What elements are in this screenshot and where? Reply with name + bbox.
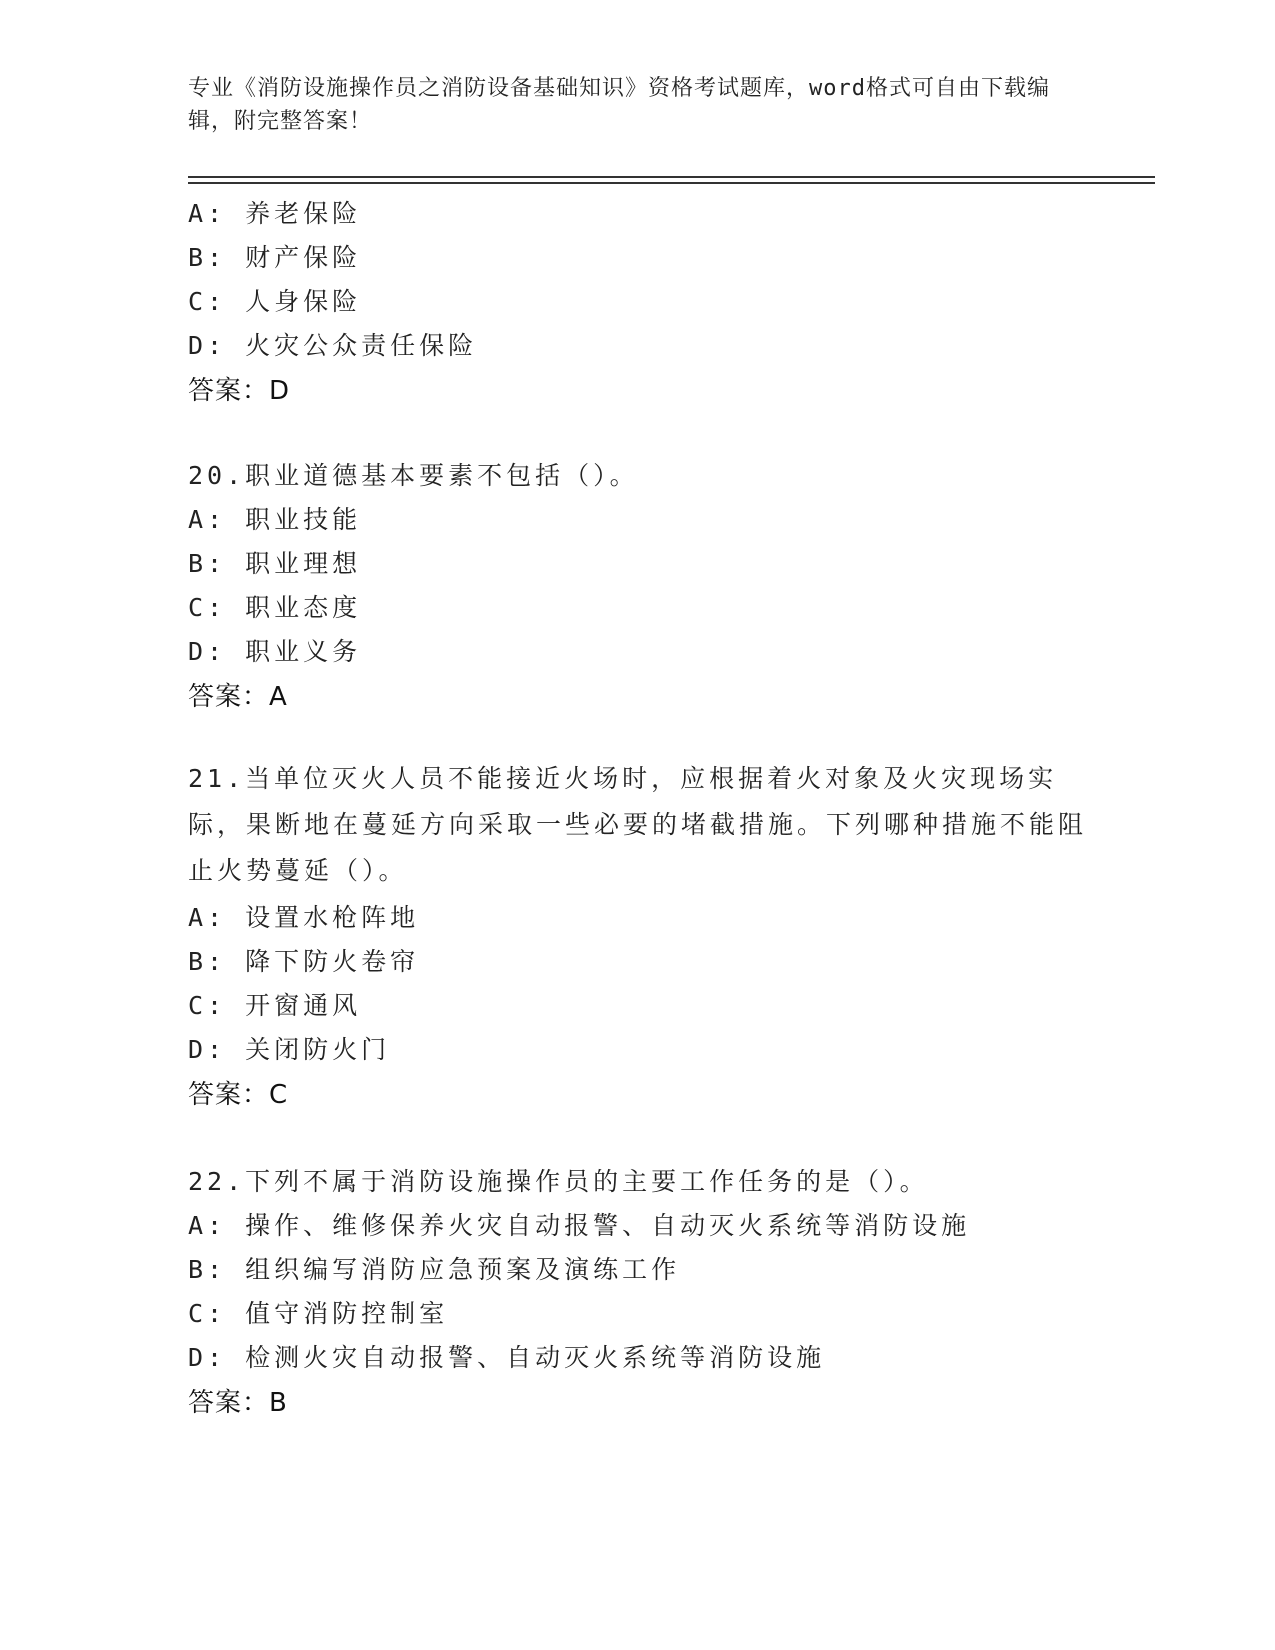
q22-option-d: D: 检测火灾自动报警、自动灭火系统等消防设施	[188, 1343, 826, 1372]
q22-option-b: B: 组织编写消防应急预案及演练工作	[188, 1255, 681, 1284]
q22-question: 22.下列不属于消防设施操作员的主要工作任务的是（）。	[188, 1167, 929, 1196]
q20-option-b: B: 职业理想	[188, 549, 362, 578]
q22-option-c: C: 值守消防控制室	[188, 1299, 449, 1328]
q20-answer: 答案：A	[188, 682, 288, 712]
q21-option-c: C: 开窗通风	[188, 991, 362, 1020]
q19-option-b: B: 财产保险	[188, 243, 362, 272]
q19-answer: 答案：D	[188, 376, 291, 406]
q20-question: 20.职业道德基本要素不包括（）。	[188, 461, 639, 490]
q22-answer: 答案：B	[188, 1388, 288, 1418]
q21-option-a: A: 设置水枪阵地	[188, 903, 420, 932]
q21-question: 21.当单位灭火人员不能接近火场时，应根据着火对象及火灾现场实际，果断地在蔓延方向采取一些必要的堵截措施。下列哪种措施不能阻止火势蔓延（）。	[188, 764, 1088, 885]
header-divider-top	[188, 176, 1155, 178]
q21-option-d: D: 关闭防火门	[188, 1035, 391, 1064]
q19-option-c: C: 人身保险	[188, 287, 362, 316]
q21-answer: 答案：C	[188, 1080, 289, 1110]
q21-option-b: B: 降下防火卷帘	[188, 947, 420, 976]
q22-option-a: A: 操作、维修保养火灾自动报警、自动灭火系统等消防设施	[188, 1211, 971, 1240]
document-header: 专业《消防设施操作员之消防设备基础知识》资格考试题库，word格式可自由下载编辑，附完整答案！	[188, 76, 1050, 134]
q20-option-a: A: 职业技能	[188, 505, 362, 534]
q19-option-a: A: 养老保险	[188, 199, 362, 228]
q20-option-d: D: 职业义务	[188, 637, 362, 666]
header-divider-bottom	[188, 182, 1155, 184]
q20-option-c: C: 职业态度	[188, 593, 362, 622]
q19-option-d: D: 火灾公众责任保险	[188, 331, 478, 360]
